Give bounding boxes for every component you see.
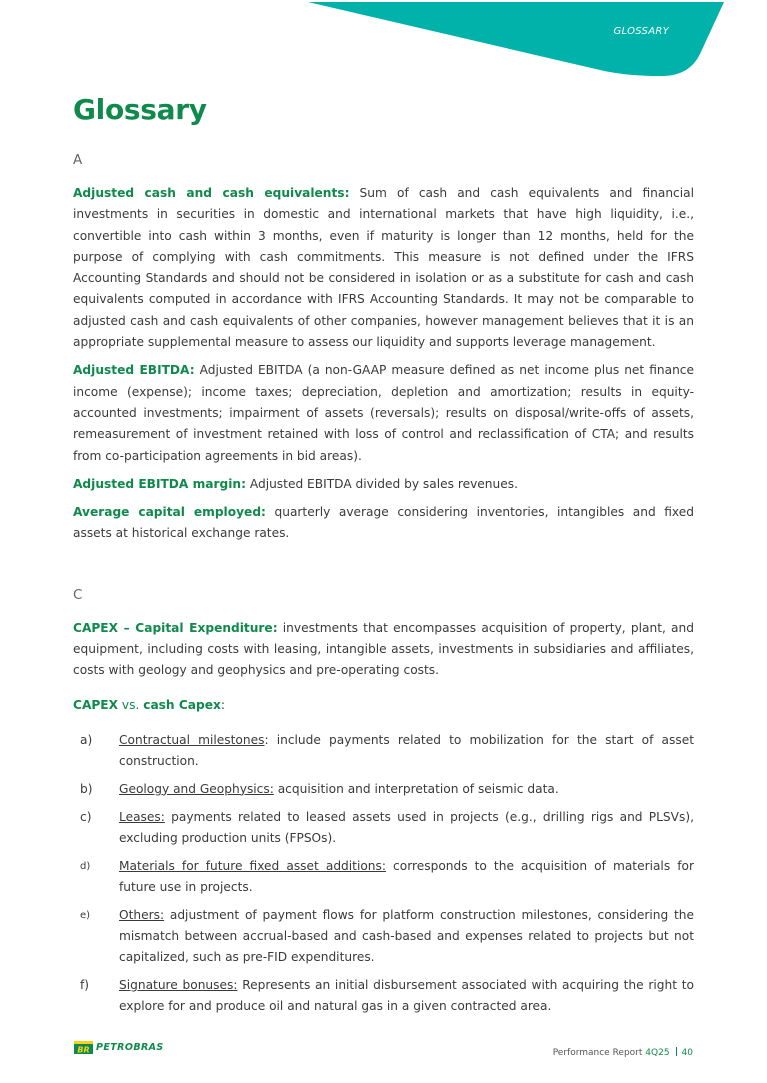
section-letter-a: A <box>73 152 83 168</box>
item-suffix: : <box>264 732 269 747</box>
list-marker: f) <box>80 977 90 992</box>
entry-text: Adjusted EBITDA divided by sales revenues. <box>245 476 518 491</box>
list-marker: d) <box>80 860 91 872</box>
item-text: acquisition and interpretation of seismic data. <box>273 781 559 796</box>
item-label: Geology and Geophysics: <box>119 781 274 796</box>
entry-term: Adjusted EBITDA: <box>73 363 195 378</box>
glossary-entry-capex <box>73 618 694 682</box>
report-label: Performance Report <box>552 1048 646 1058</box>
item-text: include payments related to mobilization for the start of asset construction. <box>119 732 694 768</box>
entry-term: Adjusted EBITDA margin: <box>73 476 246 491</box>
heading-colon: : <box>220 697 225 712</box>
item-text: Represents an initial disbursement associated with acquiring the right to explore for and produce oil and natural gas in a given contracted area. <box>119 977 694 1013</box>
section-letter-c: C <box>73 586 83 603</box>
list-item <box>73 905 694 968</box>
item-label: Leases: <box>119 809 165 824</box>
cash-capex-term: cash Capex <box>143 697 221 712</box>
section-label: GLOSSARY <box>613 26 669 37</box>
item-label: Signature bonuses: <box>119 977 238 992</box>
vs-text: vs. <box>118 697 144 712</box>
item-text: corresponds to the acquisition of materials for future use in projects. <box>119 858 694 894</box>
header-banner <box>0 0 767 80</box>
glossary-content <box>73 150 694 1024</box>
capex-items-list <box>73 730 694 1017</box>
entry-text: investments that encompasses acquisition of property, plant, and equipment, including costs with leasing, intangible assets, investments in subsidiaries and affiliates, costs with geology and geophysics and pre-operating costs. <box>73 620 694 678</box>
list-marker: e) <box>80 909 91 921</box>
entry-term: CAPEX – Capital Expenditure: <box>73 620 278 635</box>
page-number: 40 <box>681 1048 693 1058</box>
logo-text: PETROBRAS <box>96 1042 164 1053</box>
petrobras-logo <box>74 1041 164 1055</box>
list-item <box>73 856 694 898</box>
entry-text: quarterly average considering inventories, intangibles and fixed assets at historical exchange rates. <box>73 505 695 541</box>
br-logo-icon <box>74 1041 93 1054</box>
list-item <box>73 730 694 772</box>
page-footer <box>553 1047 693 1058</box>
entry-text: Sum of cash and cash equivalents and financial investments in securities in domestic and international markets that have high liquidity, i.e., convertible into cash within 3 months, even if maturity is longer than 12 months, held for the purpose of complying with cash commitments. This measure is not defined under the IFRS Accounting Standards and should not be considered in isolation or as a substitute for cash and cash equivalents computed in accordance with IFRS Accounting Standards. It may not be comparable to adjusted cash and cash equivalents of other companies, however management believes that it is an appropriate supplemental measure to assess our liquidity and supports leverage management. <box>73 186 695 350</box>
capex-term: CAPEX <box>73 697 119 712</box>
glossary-entry-average-capital-employed <box>73 502 694 545</box>
item-label: Contractual milestones <box>119 732 265 747</box>
item-text: payments related to leased assets used in projects (e.g., drilling rigs and PLSVs), excluding production units (FPSOs). <box>119 809 694 845</box>
item-label: Materials for future fixed asset additions: <box>119 858 386 873</box>
report-quarter: 4Q25 <box>645 1048 670 1058</box>
entry-text: Adjusted EBITDA (a non-GAAP measure defined as net income plus net finance income (expense); income taxes; depreciation, depletion and amortization; results in equity-accounted investments; impairment of assets (reversals); results on disposal/write-offs of assets, remeasurement of investment retained with loss of control and reclassification of CTA; and results from co-participation agreements in bid areas). <box>73 363 695 463</box>
glossary-entry-adjusted-ebitda <box>73 360 694 466</box>
entry-term: Average capital employed: <box>73 505 266 520</box>
page-title: Glossary <box>73 93 207 126</box>
list-item <box>73 975 694 1017</box>
glossary-entry-adjusted-cash <box>73 183 694 353</box>
footer-divider <box>676 1047 677 1056</box>
list-item <box>73 807 694 849</box>
glossary-entry-adjusted-ebitda-margin <box>73 474 694 495</box>
list-item <box>73 779 694 800</box>
item-label: Others: <box>119 907 165 922</box>
list-marker: c) <box>80 809 92 824</box>
item-text: adjustment of payment flows for platform construction milestones, considering the mismatch between accrual-based and cash-based and expenses related to projects but not capitalized, such as pre-FID expenditures. <box>119 907 694 964</box>
list-marker: a) <box>80 732 93 747</box>
entry-term: Adjusted cash and cash equivalents: <box>73 186 350 200</box>
logo-mark-text: BR <box>77 1045 90 1054</box>
list-marker: b) <box>80 781 93 796</box>
capex-vs-cash-capex-heading <box>73 695 694 716</box>
